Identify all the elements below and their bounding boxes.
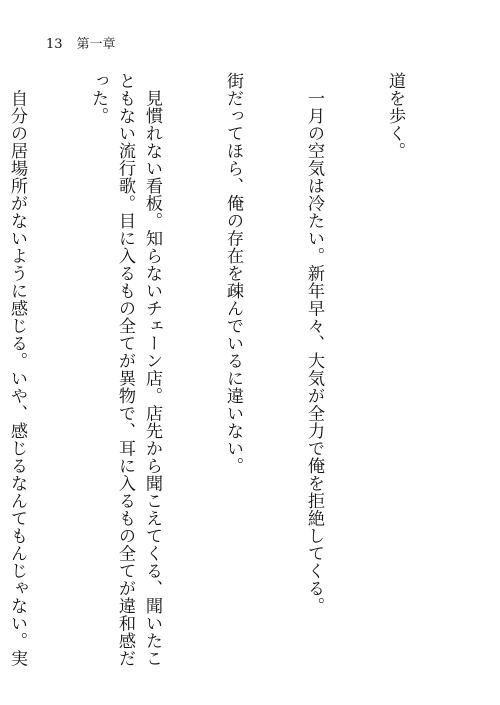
paragraph: 自分の居場所がないように感じる。いや、感じるなんてもんじゃない。実 (7, 89, 27, 667)
paragraph: 見慣れない看板。知らないチェーン店。店先から聞こえてくる、聞いたこともない流行歌。目に入るもの全てが異物で、耳に入るもの全てが違和感だった。 (88, 72, 162, 667)
page-header (46, 38, 116, 51)
paragraph: 街だってほら、俺の存在を疎んでいるに違いない。 (223, 72, 243, 475)
paragraph: 道を歩く。 (385, 72, 405, 160)
page-number: 13 (46, 37, 63, 52)
chapter-title: 第一章 (76, 37, 116, 52)
paragraph: 一月の空気は冷たい。新年早々、大気が全力で俺を拒絶してくる。 (304, 72, 324, 615)
vertical-body-text (0, 72, 462, 672)
